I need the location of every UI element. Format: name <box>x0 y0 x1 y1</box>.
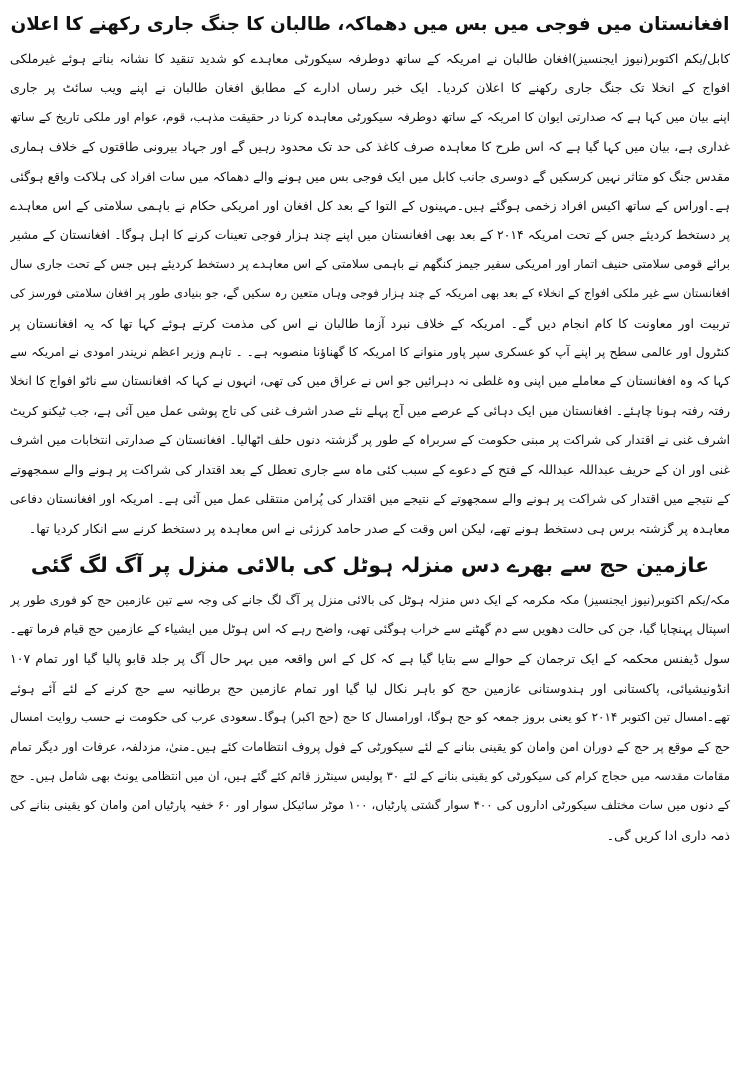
body-line: کے نتیجے میں اقتدار کی شراکت پر ہونے والے سمجھوتے کے نتیجے میں اقتدار کی پُرامن منتقلی عمل میں آئی ہے۔ امریکہ اور افغانستان دفاعی <box>10 491 730 506</box>
body-line: افواج کے انخلا تک جنگ جاری رکھنے کا اعلان کردیا۔ ایک خبر رساں ادارے کے مطابق افغان طالبان نے اپنے ویب سائٹ پر جاری <box>10 80 730 96</box>
body-line: اپنے بیان میں کہا ہے کہ صدارتی ایوان کا امریکہ کے ساتھ دوطرفہ سیکورٹی معاہدہ کرنا در حقیقت مذہب، قوم، عوام اور ملکی تاریخ کے ساتھ <box>10 109 730 124</box>
article-headline: عازمین حج سے بھرے دس منزلہ ہوٹل کی بالائی منزل پر آگ لگ گئی <box>30 552 710 577</box>
body-line: غداری ہے، بیان میں کہا گیا ہے کہ اس طرح کا معاہدہ صرف کاغذ کی حد تک محدود رہیں گے اور جہاد بیرونی طاقتوں کے خلاف ہماری <box>10 139 730 155</box>
body-line: مقدس جنگ کو متاثر نہیں کرسکیں گے دوسری جانب کابل میں ایک فوجی بس میں ہونے والے دھماکہ میں سات افراد کی ہلاکت واقع ہوگئی <box>10 168 730 184</box>
body-line: غنی اور ان کے حریف عبداللہ عبداللہ کے فتح کے دعوے کے سبب کئی ماہ سے جاری تعطل کے بعد اقتدار کی شراکت پر ہونے والے سمجھوتے <box>10 462 730 478</box>
body-line: افغانستان سے غیر ملکی افواج کے انخلاء کے بعد بھی امریکہ کے چند ہزار فوجی وہاں متعین رہ سکیں گے، جو بنیادی طور پر افغان سلامتی فورسز کی <box>10 286 730 301</box>
body-line: پر دستخط کردیئے جس کے تحت امریکہ ۲۰۱۴ کے بعد بھی افغانستان میں اپنے چند ہزار فوجی تعینات کرنے کا اہل ہوگا۔ افغانستان کے مشیر <box>10 227 730 243</box>
body-line: رفتہ رفتہ ہونا چاہئے۔ افغانستان میں ایک دہائی کے عرصے میں آج پہلے نئے صدر اشرف غنی کی تاج پوشی عمل میں آئی ہے، جب ٹیکنو کریٹ <box>10 403 730 418</box>
body-line: ہے۔اوراس کے ساتھ اکیس افراد زخمی ہوگئے ہیں۔مہینوں کے التوا کے بعد کل افغان اور امریکی حکام نے باہمی سلامتی کے اس معاہدے <box>10 197 730 213</box>
article-body <box>10 44 730 544</box>
body-line: کہا کہ وہ افغانستان کے معاملے میں اپنی وہ غلطی نہ دہرائیں جو اس نے عراق میں کی تھی، انہوں نے کہا کہ افغانستان سے ناٹو افواج کا انخلا <box>10 374 730 389</box>
article-hajj-hotel-fire <box>10 548 730 851</box>
body-line: معاہدہ پر گزشتہ برس ہی دستخط ہونے تھے، لیکن اس وقت کے صدر حامد کرزئی نے اس معاہدہ پر دستخط کرنے سے انکار کردیا تھا۔ <box>28 521 730 537</box>
body-line: مکہ/یکم اکتوبر(نیوز ایجنسیز) مکہ مکرمہ کے ایک دس منزلہ ہوٹل کی بالائی منزل پر آگ لگ جانے کی وجہ سے تین عازمین حج کو فوری طور پر <box>10 592 730 607</box>
body-line: کے دنوں میں سات مختلف سیکورٹی اداروں کی ۴۰۰ سوار گشتی پارٹیاں، ۱۰۰ موٹر سائیکل سوار اور ۶۰ خفیہ پارٹیاں امن وامان کو یقینی بنانے کی <box>10 798 730 813</box>
body-line: حج کے موقع پر حج کے دوران امن وامان کو یقینی بنانے کے لئے سیکورٹی کے فول پروف انتظامات کئے ہیں۔منیٰ، مزدلفہ، عرفات اور دیگر تمام <box>10 739 730 754</box>
body-line: کابل/یکم اکتوبر(نیوز ایجنسیز)افغان طالبان نے امریکہ کے ساتھ دوطرفہ سیکورٹی معاہدے کو شدید تنقید کا نشانہ بناتے ہوئے غیرملکی <box>10 51 730 66</box>
body-line: کنٹرول اور عالمی سطح پر اپنے آپ کو عسکری سپر پاور منوانے کا امریکہ کا گھناؤنا منصوبہ ہے۔ ۔ تاہم وزیر اعظم نریندر امودی نے امریکہ سے <box>10 344 730 359</box>
body-line: اسپتال پہنچایا گیا، جن کی حالت دھویں سے دم گھٹنے سے خراب ہوگئی تھی، واضح رہے کہ اس ہوٹل میں ایشیاء کے عازمین حج قیام فرما تھے۔ <box>10 622 730 637</box>
body-line: تھے۔امسال تین اکتوبر ۲۰۱۴ کو یعنی بروز جمعہ کو حج ہوگا، اورامسال کا حج (حج اکبر) ہوگا۔سعودی عرب کی حکومت نے حسب روایت امسال <box>10 710 730 725</box>
body-line: انڈونیشیائی، پاکستانی اور ہندوستانی عازمین حج کو باہر نکال لیا گیا اور تمام عازمین حج برطانیہ سے حج کرنے کے لئے آئے ہوئے <box>10 680 730 696</box>
body-line: تربیت اور معاونت کا کام انجام دیں گے۔ امریکہ کے خلاف نبرد آزما طالبان نے اس کی مذمت کرتے ہوئے کہا تھا کہ یہ افغانستان پر <box>10 315 730 331</box>
body-line: ذمہ داری ادا کریں گی۔ <box>606 827 730 843</box>
article-headline: افغانستان میں فوجی میں بس میں دھماکہ، طالبان کا جنگ جاری رکھنے کا اعلان <box>10 14 730 35</box>
article-body <box>10 586 730 851</box>
body-line: اشرف غنی نے اقتدار کی شراکت پر مبنی حکومت کے سربراہ کے طور پر گزشتہ دنوں حلف اٹھالیا۔ افغانستان کے صدارتی انتخابات میں اشرف <box>10 433 730 448</box>
body-line: مقامات مقدسہ میں حجاج کرام کی سیکورٹی کو یقینی بنانے کے لئے ۳۰ پولیس سینٹرز قائم کئے گئے ہیں، ان میں انتظامی یونٹ بھی شامل ہیں۔ حج <box>10 768 730 783</box>
body-line: برائے قومی سلامتی حنیف اتمار اور امریکی سفیر جیمز کنگھم نے باہمی سلامتی کے اس معاہدے پر دستخط کردیئے ہیں جس کے تحت جاری سال <box>10 256 730 271</box>
body-line: سول ڈیفنس محکمہ کے ایک ترجمان کے حوالے سے بتایا گیا ہے کہ کل کے اس واقعہ میں بہر حال آگ پر جلد قابو پالیا گیا اور تمام ۱۰۷ <box>10 651 730 667</box>
article-afghanistan <box>10 8 730 544</box>
